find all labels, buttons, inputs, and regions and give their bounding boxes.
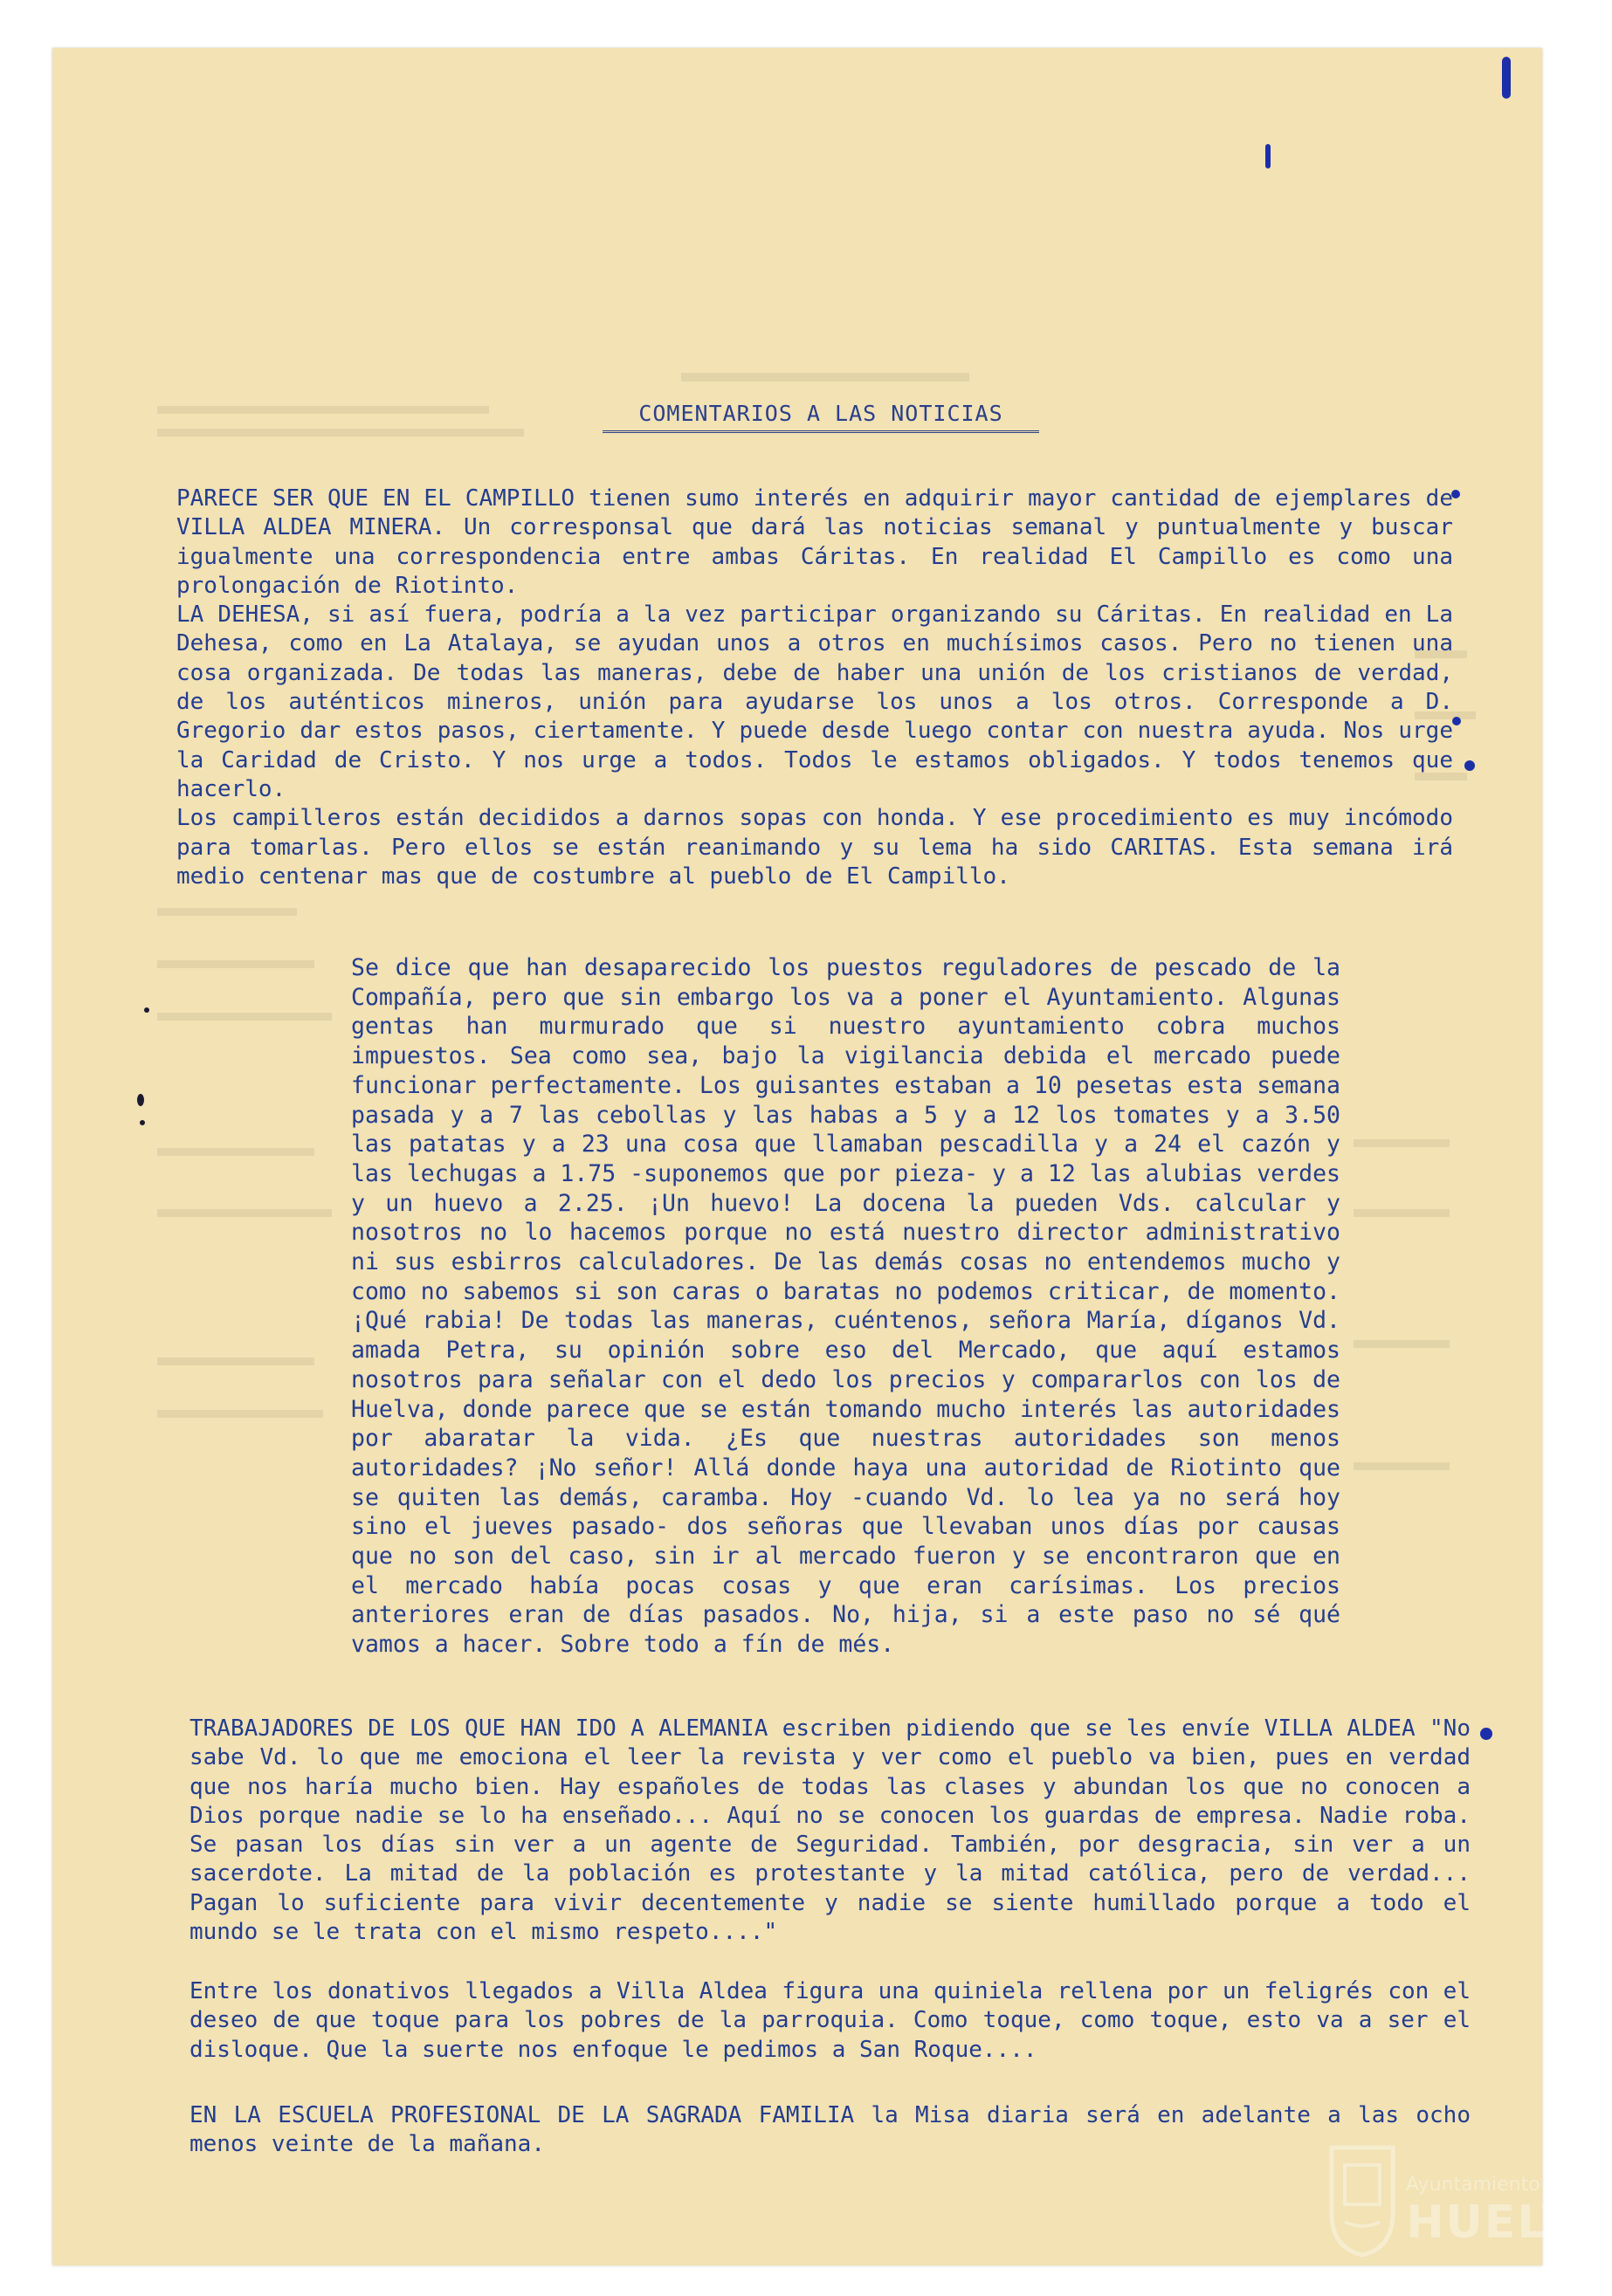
paragraph-donativos: Entre los donativos llegados a Villa Aldea figura una quiniela rellena por un feligrés con el deseo de que toque para los pobres de la parroquia. Como toque, como toque, esto va a ser el disloque. Que la suerte nos enfoque le pedimos a San Roque....	[189, 1978, 1471, 2063]
paragraph-campilleros: Los campilleros están decididos a darnos sopas con honda. Y ese procedimiento es muy incómodo para tomarlas. Pero ellos se están reanimando y su lema ha sido CARITAS. Esta semana irá medio centenar mas que de costumbre al pueblo de El Campillo.	[176, 805, 1453, 890]
alemania-section	[189, 1715, 1471, 1947]
market-section	[351, 953, 1340, 1660]
paragraph-escuela: EN LA ESCUELA PROFESIONAL DE LA SAGRADA FAMILIA la Misa diaria será en adelante a las ocho menos veinte de la mañana.	[189, 2102, 1471, 2158]
paragraph-market: Se dice que han desaparecido los puestos reguladores de pescado de la Compañía, pero que sin embargo los va a poner el Ayuntamiento. Algunas gentas han murmurado que si nuestro ayuntamiento cobra muchos impuestos. Sea como sea, bajo la vigilancia debida el mercado puede funcionar perfectamente. Los guisantes estaban a 10 pesetas esta semana pasada y a 7 las cebollas y las habas a 5 y a 12 los tomates y a 3.50 las patatas y a 23 una cosa que llamaban pescadilla y a 24 el cazón y las lechugas a 1.75 -suponemos que por pieza- y a 12 las alubias verdes y un huevo a 2.25. ¡Un huevo! La docena la pueden Vds. calcular y nosotros no lo hacemos porque no está nuestro director administrativo ni sus esbirros calculadores. De las demás cosas no entendemos mucho y como no sabemos si son caras o baratas no podemos criticar, de momento. ¡Qué rabia! De todas las maneras, cuéntenos, señora María, díganos Vd. amada Petra, su opinión sobre eso del Mercado, que aquí estamos nosotros para señalar con el dedo los precios y compararlos con los de Huelva, donde parece que se están tomando mucho interés las autoridades por abaratar la vida. ¿Es que nuestras autoridades son menos autoridades? ¡No señor! Allá donde haya una autoridad de Riotinto que se quiten las demás, caramba. Hoy -cuando Vd. lo lea ya no será hoy sino el jueves pasado- dos señoras que llevaban unos días por causas que no son del caso, sin ir al mercado fueron y se encontraron que en el mercado había pocas cosas y que eran carísimas. Los precios anteriores eran de días pasados. No, hija, si a este paso no sé qué vamos a hacer. Sobre todo a fín de més.	[351, 954, 1340, 1659]
page-title: COMENTARIOS A LAS NOTICIAS	[638, 401, 1003, 426]
paragraph-campillo: PARECE SER QUE EN EL CAMPILLO tienen sumo interés en adquirir mayor cantidad de ejemplares de VILLA ALDEA MINERA. Un corresponsal que dará las noticias semanal y puntualmente y buscar igualmente una correspondencia entre ambas Cáritas. En realidad El Campillo es como una prolongación de Riotinto.	[176, 485, 1453, 599]
archive-watermark	[1327, 2121, 1612, 2296]
escuela-section	[189, 2101, 1471, 2160]
paragraph-alemania: TRABAJADORES DE LOS QUE HAN IDO A ALEMANIA escriben pidiendo que se les envíe VILLA ALDEA "No sabe Vd. lo que me emociona el leer la revista y ver como el pueblo va bien, pues en verdad que nos haría mucho bien. Hay españoles de todas las clases y abundan los que no conocen a Dios porque nadie se lo ha enseñado... Aquí no se conocen los guardas de empresa. Nadie roba. Se pasan los días sin ver a un agente de Seguridad. También, por desgracia, sin ver a un sacerdote. La mitad de la población es protestante y la mitad católica, pero de verdad... Pagan lo suficiente para vivir decentemente y nadie se siente humillado porque a todo el mundo se le trata con el mismo respeto...."	[189, 1715, 1471, 1946]
watermark-city: HUELVA	[1406, 2196, 1612, 2249]
shield-icon	[1327, 2143, 1397, 2257]
watermark-organization: Ayuntamiento de	[1406, 2174, 1571, 2196]
donativos-section	[189, 1977, 1471, 2065]
ink-stain	[1452, 717, 1461, 725]
margin-mark	[144, 1007, 149, 1013]
ink-stain	[1464, 760, 1475, 771]
paragraph-dehesa: LA DEHESA, si así fuera, podría a la vez participar organizando su Cáritas. En realidad en La Dehesa, como en La Atalaya, se ayudan unos a otros en muchísimos casos. Pero no tienen una cosa organizada. De todas las maneras, debe de haber una unión de los cristianos de verdad, de los auténticos mineros, unión para ayudarse los unos a los otros. Corresponde a D. Gregorio dar estos pasos, ciertamente. Y puede desde luego contar con nuestra ayuda. Nos urge la Caridad de Cristo. Y nos urge a todos. Todos le estamos obligados. Y todos tenemos que hacerlo.	[176, 601, 1453, 802]
title-underline	[603, 430, 1039, 433]
ink-stain	[1480, 1728, 1492, 1740]
document-page	[52, 48, 1612, 2265]
margin-mark	[140, 1120, 145, 1125]
ink-stain	[1265, 144, 1271, 168]
margin-mark	[137, 1094, 144, 1106]
campillo-section	[176, 485, 1453, 891]
ink-stain	[1502, 57, 1511, 99]
